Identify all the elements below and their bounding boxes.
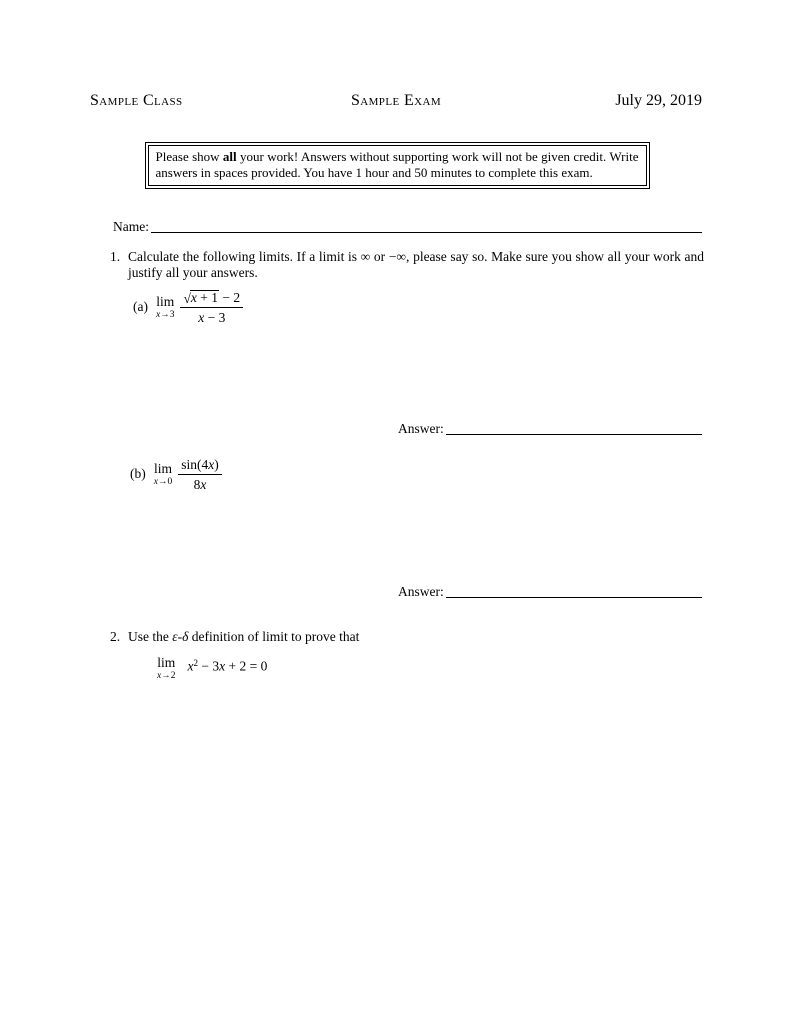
question-1 <box>110 249 704 281</box>
name-blank-line <box>151 232 702 233</box>
fraction-a-numerator <box>180 289 243 307</box>
question-2-prompt-post: definition of limit to prove that <box>188 629 360 644</box>
fraction-b-numerator <box>178 456 222 474</box>
question-2-prompt-greek: ε-δ <box>172 629 189 644</box>
numerator-b-pre: sin(4 <box>181 457 209 472</box>
lim-subscript-b <box>154 477 172 487</box>
lim-subscript-q2 <box>157 671 175 681</box>
lim-sub-var-a: x <box>155 310 161 320</box>
instructions-box-inner <box>148 145 647 186</box>
instructions-text-bold: all <box>222 149 237 164</box>
limit-operator-b <box>154 461 172 487</box>
lim-sub-rest-q2: →2 <box>161 671 176 681</box>
instructions-box <box>145 142 650 189</box>
numerator-b-var: x <box>208 457 215 472</box>
answer-blank-line-a <box>446 434 702 435</box>
answer-row-b <box>398 584 702 601</box>
answer-row-a <box>398 421 702 438</box>
fraction-b-denominator <box>178 474 222 492</box>
answer-blank-line-b <box>446 597 702 598</box>
denominator-b-var: x <box>200 477 207 492</box>
answer-label-b: Answer: <box>398 584 444 599</box>
lim-sub-rest-b: →0 <box>157 477 173 487</box>
expr-tail: + 2 = 0 <box>225 658 268 674</box>
denominator-b-pre: 8 <box>193 477 201 492</box>
question-2-equation <box>157 655 794 685</box>
question-2-prompt <box>128 629 704 645</box>
lim-word-b: lim <box>153 461 172 476</box>
lim-word-a: lim <box>156 294 175 309</box>
instructions-text-post: your work! Answers without supporting work will not be given credit. Write answers in spaces provided. You have 1 hour and 50 minutes to complete this exam. <box>155 149 639 180</box>
part-a-label: (a) <box>133 299 148 314</box>
fraction-a-denominator <box>180 307 243 325</box>
question-1-number: 1. <box>110 249 121 264</box>
exam-date: July 29, 2019 <box>615 92 702 109</box>
denominator-a-var: x <box>198 310 205 325</box>
question-1-part-a <box>133 289 794 325</box>
part-b-label: (b) <box>130 466 146 481</box>
question-2-prompt-pre: Use the <box>128 629 173 644</box>
radicand-rest: + 1 <box>196 290 218 305</box>
page-header <box>90 0 702 112</box>
equation-expression <box>187 655 267 685</box>
limit-operator-q2 <box>157 655 175 681</box>
exam-title: Sample Exam <box>350 92 442 109</box>
answer-label-a: Answer: <box>398 421 444 436</box>
question-2-number: 2. <box>110 629 121 644</box>
sqrt-radicand <box>190 290 219 305</box>
class-name: Sample Class <box>90 92 183 109</box>
name-row <box>113 219 702 236</box>
radicand-var: x <box>190 290 197 305</box>
instructions-text-pre: Please show <box>155 149 223 164</box>
numerator-a-tail: − 2 <box>219 290 241 305</box>
expr-mid: − 3 <box>197 658 220 674</box>
lim-subscript-a <box>156 310 174 320</box>
limit-operator-a <box>156 294 174 320</box>
question-1-prompt: Calculate the following limits. If a limit is ∞ or −∞, please say so. Make sure you show all your work and justify all your answers. <box>128 249 704 280</box>
fraction-b <box>178 456 222 492</box>
name-label: Name: <box>113 219 149 234</box>
lim-sub-var-b: x <box>153 477 158 487</box>
lim-word-q2: lim <box>157 655 176 670</box>
denominator-a-rest: − 3 <box>204 310 226 325</box>
question-2 <box>110 629 704 645</box>
expr-var1: x <box>187 658 194 674</box>
fraction-a <box>180 289 243 325</box>
numerator-b-post: ) <box>214 457 219 472</box>
expr-var2: x <box>219 658 226 674</box>
sqrt-sign: √ <box>183 291 191 306</box>
question-1-part-b <box>130 456 794 492</box>
lim-sub-rest-a: →3 <box>160 310 175 320</box>
expr-superscript: 2 <box>193 658 198 668</box>
lim-sub-var-q2: x <box>157 671 162 681</box>
